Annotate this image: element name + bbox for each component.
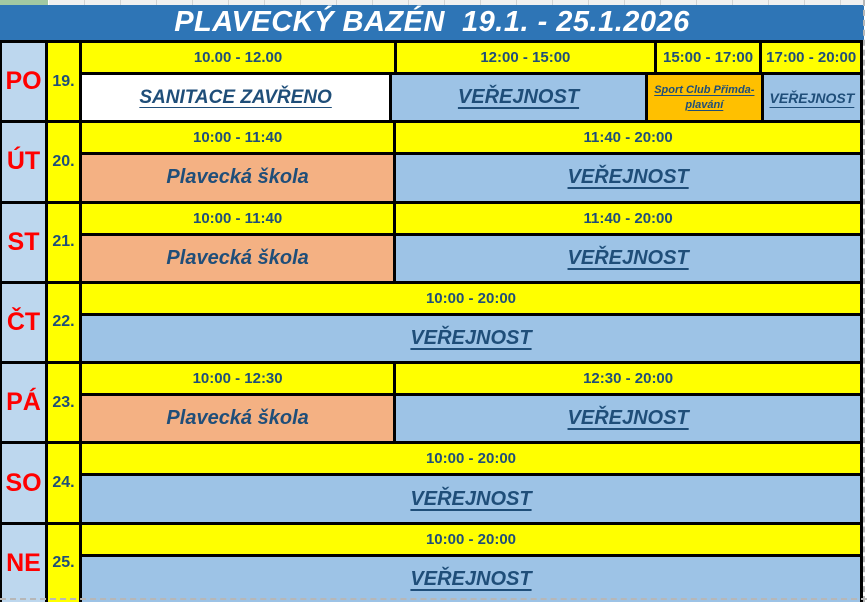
activity-label: SANITACE ZAVŘENO (139, 86, 332, 108)
time-slot-header: 10:00 - 11:40 (82, 123, 393, 152)
activity-cell-club (645, 75, 761, 120)
page-break-line-horizontal (0, 598, 867, 600)
activity-cell-public (82, 316, 860, 361)
day-abbrev-cell: ST (2, 204, 48, 281)
time-slot-header: 10:00 - 12:30 (82, 364, 393, 393)
time-header-row (82, 364, 860, 396)
time-slot-header: 12:00 - 15:00 (394, 43, 654, 72)
activity-row (82, 316, 860, 361)
time-header-row (82, 525, 860, 557)
activity-label: VEŘEJNOST (769, 89, 855, 106)
time-slot-header: 10:00 - 11:40 (82, 204, 393, 233)
activity-cell-public (393, 396, 860, 441)
time-slot-header: 11:40 - 20:00 (393, 204, 860, 233)
activity-label: VEŘEJNOST (567, 166, 689, 189)
day-row (2, 40, 860, 120)
activity-label: Plavecká škola (166, 407, 309, 430)
day-schedule (82, 284, 860, 361)
activity-row (82, 75, 860, 120)
page-break-line-vertical (863, 0, 865, 602)
activity-label: VEŘEJNOST (410, 326, 532, 349)
activity-cell-public (393, 236, 860, 281)
activity-cell-school (82, 396, 393, 441)
activity-label: VEŘEJNOST (567, 407, 689, 430)
activity-label: VEŘEJNOST (410, 567, 532, 590)
day-row (2, 281, 860, 361)
time-slot-header: 17:00 - 20:00 (759, 43, 860, 72)
time-slot-header: 12:30 - 20:00 (393, 364, 860, 393)
day-schedule (82, 43, 860, 120)
activity-cell-public (389, 75, 645, 120)
day-abbrev-cell: ÚT (2, 123, 48, 200)
activity-cell-public-sm (761, 75, 860, 120)
activity-label: Plavecká škola (166, 246, 309, 269)
day-schedule (82, 123, 860, 200)
day-abbrev-cell: PO (2, 43, 48, 120)
title-bar (0, 5, 864, 40)
day-date-cell: 23. (48, 364, 82, 441)
day-abbrev-cell: PÁ (2, 364, 48, 441)
day-schedule (82, 364, 860, 441)
activity-cell-public (393, 155, 860, 200)
sheet-margin-strip (0, 0, 864, 5)
day-schedule (82, 204, 860, 281)
day-date-cell: 21. (48, 204, 82, 281)
time-slot-header: 10:00 - 20:00 (82, 284, 860, 313)
time-slot-header: 11:40 - 20:00 (393, 123, 860, 152)
day-abbrev-cell: SO (2, 444, 48, 521)
activity-cell-sanitace (82, 75, 389, 120)
activity-row (82, 557, 860, 602)
day-date-cell: 22. (48, 284, 82, 361)
activity-cell-school (82, 155, 393, 200)
time-header-row (82, 43, 860, 75)
activity-row (82, 236, 860, 281)
time-slot-header: 15:00 - 17:00 (654, 43, 760, 72)
day-schedule (82, 525, 860, 602)
day-row (2, 441, 860, 521)
activity-cell-school (82, 236, 393, 281)
time-header-row (82, 284, 860, 316)
day-date-cell: 20. (48, 123, 82, 200)
day-date-cell: 24. (48, 444, 82, 521)
day-abbrev-cell: ČT (2, 284, 48, 361)
day-row (2, 201, 860, 281)
day-row (2, 361, 860, 441)
activity-cell-public (82, 557, 860, 602)
time-header-row (82, 444, 860, 476)
time-slot-header: 10:00 - 20:00 (82, 525, 860, 554)
page-title: PLAVECKÝ BAZÉN 19.1. - 25.1.2026 (174, 6, 690, 38)
day-row (2, 120, 860, 200)
activity-cell-public (82, 476, 860, 521)
day-abbrev-cell: NE (2, 525, 48, 602)
schedule-table (0, 40, 863, 602)
activity-row (82, 476, 860, 521)
time-slot-header: 10.00 - 12.00 (82, 43, 394, 72)
activity-label: Sport Club Přimda-plavání (654, 83, 755, 111)
day-schedule (82, 444, 860, 521)
time-header-row (82, 204, 860, 236)
activity-label: VEŘEJNOST (410, 487, 532, 510)
activity-label: Plavecká škola (166, 166, 309, 189)
activity-row (82, 396, 860, 441)
time-header-row (82, 123, 860, 155)
activity-label: VEŘEJNOST (457, 86, 580, 109)
day-row (2, 522, 860, 602)
activity-label: VEŘEJNOST (567, 246, 689, 269)
day-date-cell: 25. (48, 525, 82, 602)
day-date-cell: 19. (48, 43, 82, 120)
sheet-margin-cells (49, 0, 864, 5)
sheet-margin-cell-green (0, 0, 49, 5)
activity-row (82, 155, 860, 200)
time-slot-header: 10:00 - 20:00 (82, 444, 860, 473)
